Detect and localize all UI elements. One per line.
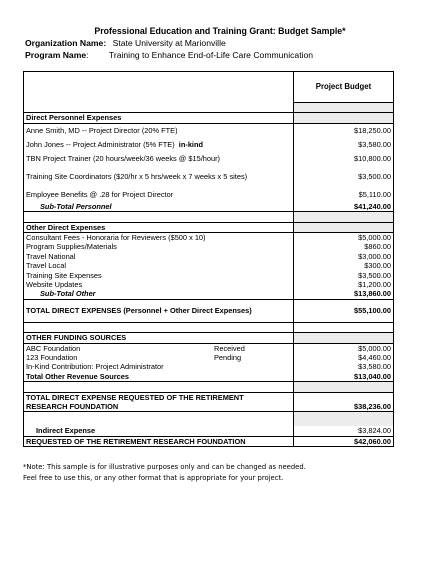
table-row: Program Supplies/Materials $860.00 xyxy=(24,242,394,251)
table-row: Consultant Fees - Honoraria for Reviewers ($500 x 10) $5,000.00 xyxy=(24,233,394,243)
header-row xyxy=(24,72,394,103)
funding-status: Pending xyxy=(214,353,242,363)
table-row: Anne Smith, MD -- Project Director (20% FTE) $18,250.00 xyxy=(24,123,394,138)
table-row: John Jones -- Project Administrator (5% FTE) in-kind $3,580.00 xyxy=(24,138,394,152)
column-header: Project Budget xyxy=(294,72,394,103)
page-title: Professional Education and Training Grant: Budget Sample* xyxy=(94,26,346,36)
program-value: Training to Enhance End-of-Life Care Communication xyxy=(108,50,314,60)
budget-table xyxy=(23,71,394,447)
spacer-row xyxy=(24,212,394,222)
table-row: Training Site Coordinators ($20/hr x 5 hrs/week x 7 weeks x 5 sites) $3,500.00 xyxy=(24,166,394,188)
subtotal-row: Sub-Total Personnel $41,240.00 xyxy=(24,202,394,212)
footnote: Feel free to use this, or any other format that is appropriate for your project. xyxy=(23,474,284,482)
subtotal-row: Sub-Total Other $13,860.00 xyxy=(24,289,394,299)
total-direct-row: TOTAL DIRECT EXPENSES (Personnel + Other Direct Expenses) $55,100.00 xyxy=(24,299,394,322)
requested-direct-row: RESEARCH FOUNDATION $38,236.00 xyxy=(24,402,394,412)
organization-value: State University at Marionville xyxy=(112,38,226,48)
spacer-row xyxy=(24,382,394,392)
section-heading: Direct Personnel Expenses xyxy=(24,113,394,123)
table-row: ABC Foundation Received $5,000.00 xyxy=(24,343,394,353)
requested-direct-row: TOTAL DIRECT EXPENSE REQUESTED OF THE RETIREMENT xyxy=(24,392,394,402)
subtotal-row: Total Other Revenue Sources $13,040.00 xyxy=(24,372,394,382)
spacer-row xyxy=(24,412,394,427)
program-label: Program Name xyxy=(25,50,87,60)
section-heading: OTHER FUNDING SOURCES xyxy=(24,333,394,343)
table-row: 123 Foundation Pending $4,460.00 xyxy=(24,353,394,362)
table-row: Employee Benefits @ .28 for Project Director $5,110.00 xyxy=(24,188,394,202)
program-line: Program Name: Training to Enhance End-of-Life Care Communication xyxy=(25,50,314,60)
spacer-row xyxy=(24,103,394,113)
table-row: Training Site Expenses $3,500.00 xyxy=(24,271,394,280)
organization-line: Organization Name: State University at Marionville xyxy=(25,38,226,48)
footnote: *Note: This sample is for illustrative purposes only and can be changed as needed. xyxy=(23,463,306,471)
section-heading: Other Direct Expenses xyxy=(24,222,394,232)
table-row: Website Updates $1,200.00 xyxy=(24,280,394,289)
table-row: Travel National $3,000.00 xyxy=(24,252,394,261)
in-kind-tag: in-kind xyxy=(178,140,204,150)
indirect-row: Indirect Expense $3,824.00 xyxy=(24,426,394,436)
table-row: TBN Project Trainer (20 hours/week/36 weeks @ $15/hour) $10,800.00 xyxy=(24,152,394,166)
table-row: In-Kind Contribution: Project Administrator $3,580.00 xyxy=(24,362,394,371)
table-row: Travel Local $300.00 xyxy=(24,261,394,270)
spacer-row xyxy=(24,322,394,332)
funding-status: Received xyxy=(214,343,245,353)
requested-total-row: REQUESTED OF THE RETIREMENT RESEARCH FOUNDATION $42,060.00 xyxy=(24,436,394,446)
organization-label: Organization Name xyxy=(25,38,104,48)
